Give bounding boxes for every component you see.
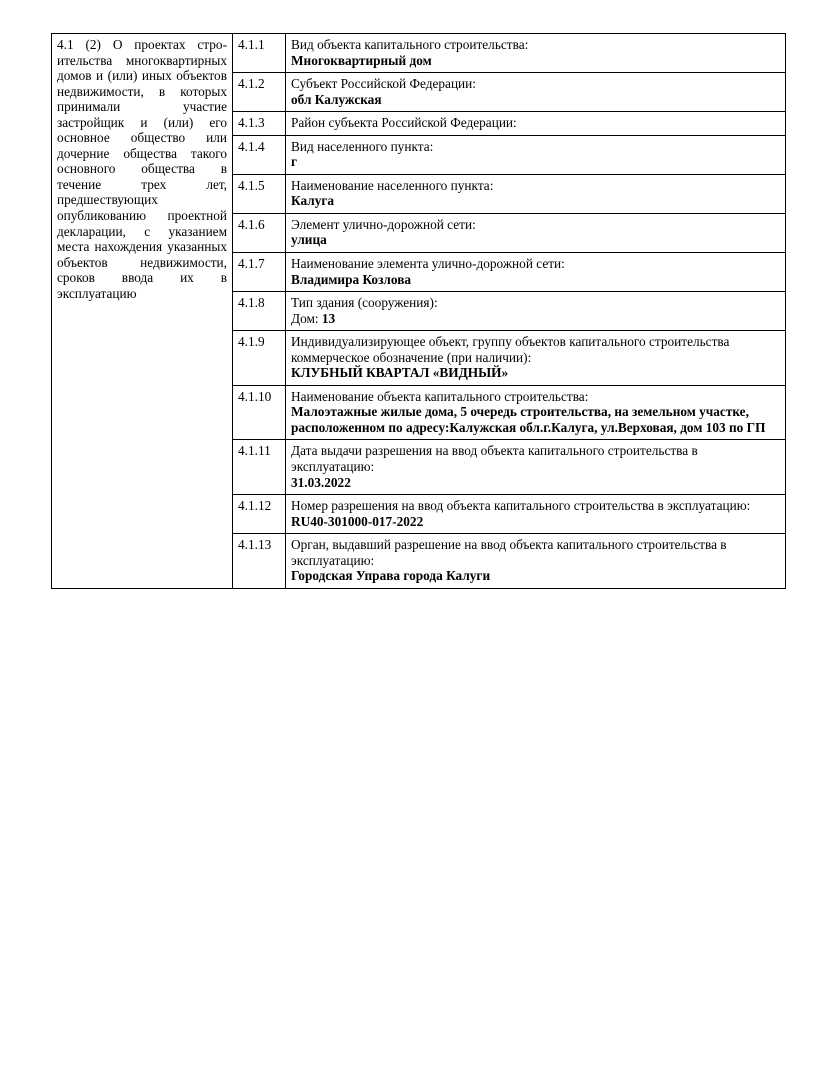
row-content: [286, 385, 786, 440]
row-label: Номер разрешения на ввод объекта капитального строительства в эксплуатацию:: [291, 498, 751, 514]
row-content: [286, 112, 786, 136]
row-content: [286, 331, 786, 386]
row-label: Наименование населенного пункта:: [291, 177, 494, 193]
row-number: 4.1.12: [233, 495, 286, 534]
row-content: [286, 292, 786, 331]
row-label: Наименование элемента улично-дорожной сети:: [291, 256, 565, 272]
row-label: Вид объекта капитального строительства:: [291, 37, 529, 52]
row-content: [286, 73, 786, 112]
row-label: Субъект Российской Федерации:: [291, 76, 476, 92]
row-label: Индивидуализирующее объект, группу объектов капитального строительства коммерческое обозначение (при наличии):: [291, 334, 730, 365]
row-value: КЛУБНЫЙ КВАРТАЛ «ВИДНЫЙ»: [291, 365, 509, 381]
table-body: [52, 34, 786, 589]
section-title-cell: 4.1 (2) О проектах строительства многоквартирных домов и (или) иных объектов недвижимости, в которых принимали участие застройщик и (или) его основное общество или дочерние общества такого основного общества в течение трех лет, предшествующих опубликованию проектной декларации, с указанием места нахождения указанных объектов недвижимости, сроков ввода их в эксплуатацию: [52, 34, 233, 589]
row-number: 4.1.2: [233, 73, 286, 112]
row-value: Владимира Козлова: [291, 271, 412, 287]
row-value: RU40-301000-017-2022: [291, 513, 424, 529]
row-content: [286, 213, 786, 252]
row-value: Многоквартирный дом: [291, 52, 432, 68]
row-label: Тип здания (сооружения):: [291, 295, 438, 311]
row-content: [286, 174, 786, 213]
row-content: [286, 135, 786, 174]
row-content: [286, 495, 786, 534]
row-label: Орган, выдавший разрешение на ввод объекта капитального строительства в эксплуатацию:: [291, 537, 727, 568]
row-number: 4.1.10: [233, 385, 286, 440]
row-label: Вид населенного пункта:: [291, 138, 434, 154]
row-label: Элемент улично-дорожной сети:: [291, 216, 476, 232]
row-value-prefix: Дом:: [291, 310, 322, 326]
row-label: Наименование объекта капитального строительства:: [291, 388, 589, 404]
row-content: [286, 534, 786, 589]
row-label: Дата выдачи разрешения на ввод объекта капитального строительства в эксплуатацию:: [291, 443, 698, 475]
row-content: [286, 440, 786, 495]
row-number: 4.1.4: [233, 135, 286, 174]
project-details-table: [51, 33, 786, 589]
row-number: 4.1.11: [233, 440, 286, 495]
row-content: [286, 34, 786, 73]
row-label: Район субъекта Российской Федерации:: [291, 115, 517, 131]
row-number: 4.1.9: [233, 331, 286, 386]
row-value: Городская Управа города Калуги: [291, 568, 491, 584]
row-number: 4.1.3: [233, 112, 286, 136]
row-number: 4.1.6: [233, 213, 286, 252]
row-number: 4.1.5: [233, 174, 286, 213]
row-number: 4.1.13: [233, 534, 286, 589]
row-content: [286, 253, 786, 292]
row-value: улица: [291, 232, 327, 248]
row-number: 4.1.8: [233, 292, 286, 331]
row-value: обл Калужская: [291, 91, 382, 107]
row-value: 13: [321, 310, 336, 326]
row-value: г: [291, 154, 298, 170]
row-number: 4.1.7: [233, 253, 286, 292]
row-value-line: [291, 311, 780, 327]
row-value: Калуга: [291, 193, 335, 209]
row-value: 31.03.2022: [291, 474, 351, 490]
table-row: [52, 34, 786, 73]
row-number: 4.1.1: [233, 34, 286, 73]
row-value: Малоэтажные жилые дома, 5 очередь строительства, на земельном участке, расположенном по адресу:Калужская обл.г.Калуга, ул.Верховая, дом 103 по ГП: [291, 404, 766, 435]
